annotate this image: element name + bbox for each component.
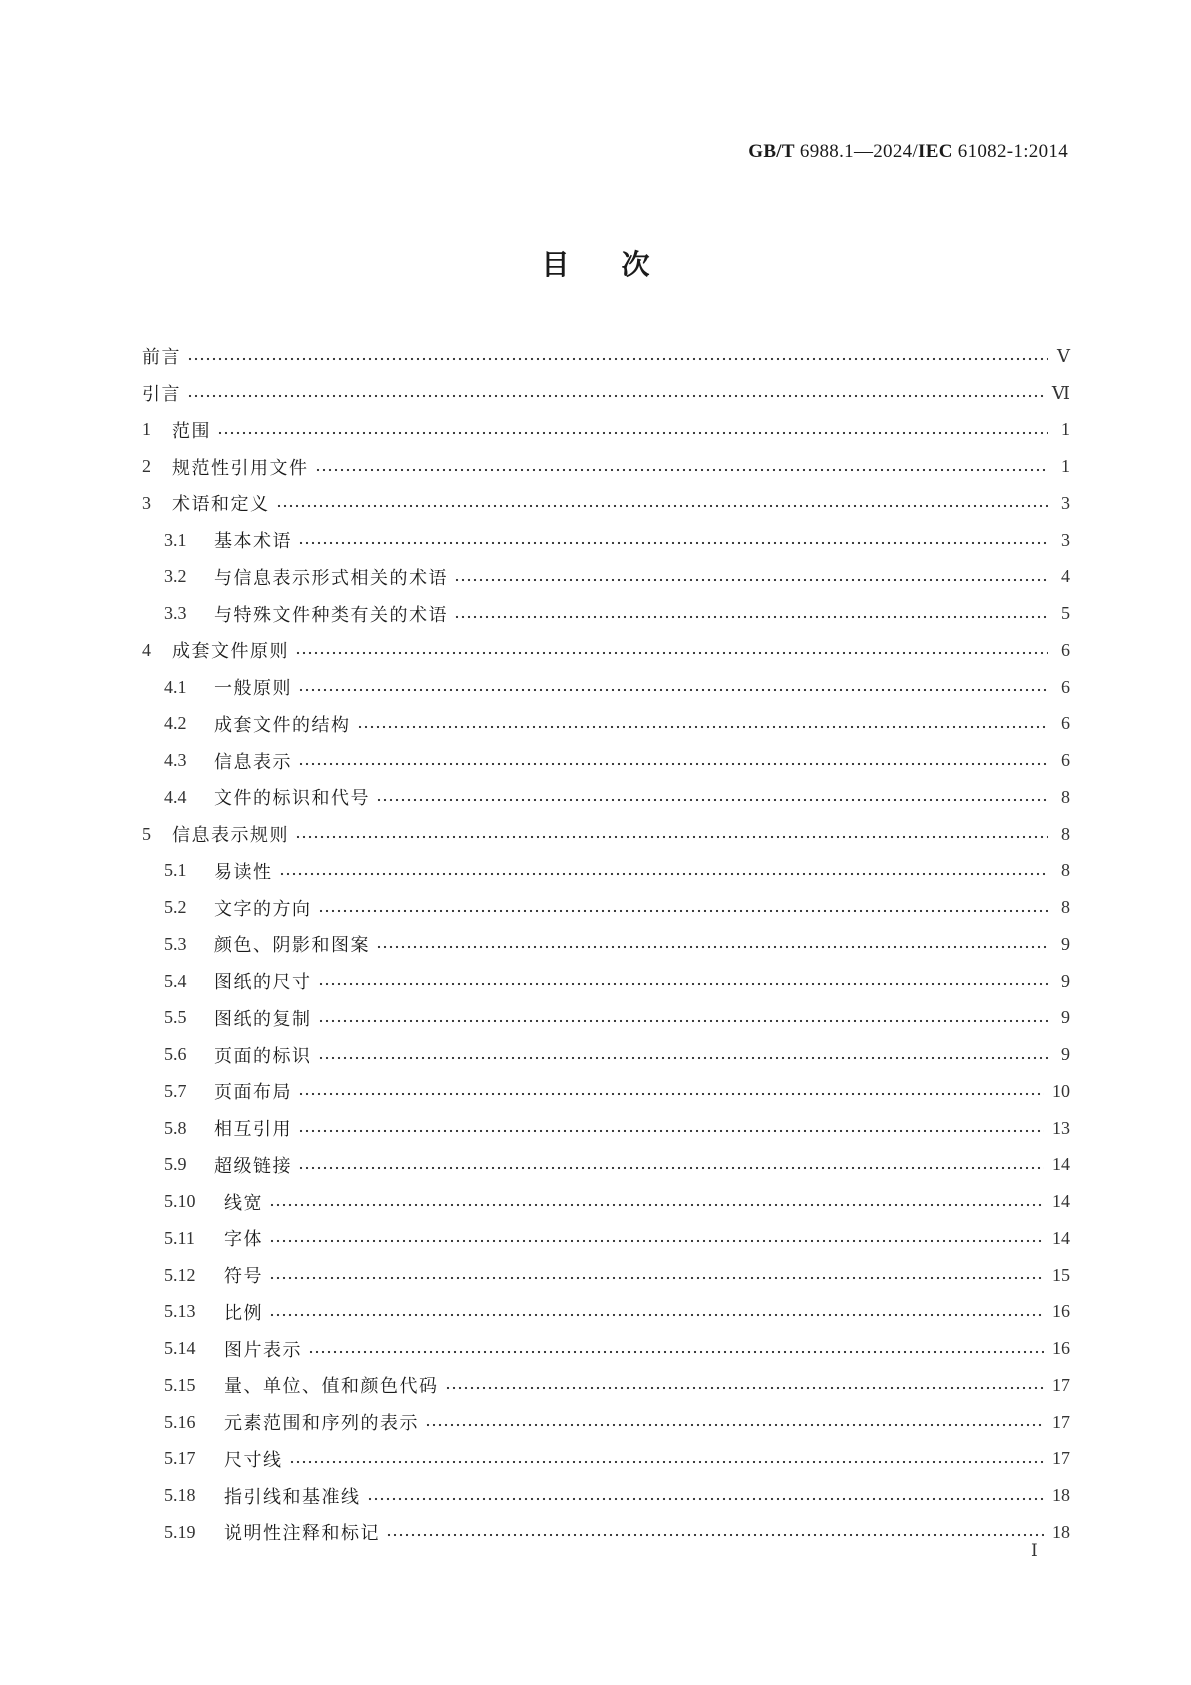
toc-entry-label: 信息表示 bbox=[214, 751, 292, 773]
toc-entry[interactable] bbox=[142, 338, 1070, 375]
iec-prefix: IEC bbox=[918, 141, 953, 162]
toc-entry-number: 3.1 bbox=[164, 529, 187, 550]
dot-leader bbox=[279, 871, 1049, 877]
toc-entry-number: 5.4 bbox=[164, 970, 187, 991]
toc-entry-label: 文字的方向 bbox=[214, 898, 312, 920]
toc-entry-label: 页面的标识 bbox=[214, 1045, 312, 1067]
toc-entry-label: 文件的标识和代号 bbox=[214, 788, 370, 810]
toc-entry-label: 与特殊文件种类有关的术语 bbox=[214, 604, 448, 626]
toc-entry-label: 一般原则 bbox=[214, 678, 292, 700]
toc-entry-number: 5.6 bbox=[164, 1044, 187, 1065]
dot-leader bbox=[318, 1055, 1049, 1061]
toc-entry-number: 5.14 bbox=[164, 1338, 196, 1359]
toc-entry[interactable] bbox=[142, 963, 1070, 1000]
dot-leader bbox=[454, 614, 1048, 620]
toc-entry-number: 4.2 bbox=[164, 713, 187, 734]
toc-entry-label: 前言 bbox=[142, 347, 181, 369]
toc-entry-page: 3 bbox=[1061, 529, 1070, 550]
toc-entry[interactable] bbox=[142, 742, 1070, 779]
toc-entry-label: 引言 bbox=[142, 384, 181, 406]
toc-entry-label: 基本术语 bbox=[214, 531, 292, 553]
toc-entry-page: 18 bbox=[1052, 1485, 1070, 1506]
toc-entry-page: 6 bbox=[1061, 713, 1070, 734]
toc-entry-label: 指引线和基准线 bbox=[224, 1486, 361, 1508]
toc-entry-label: 范围 bbox=[172, 420, 211, 442]
toc-entry[interactable] bbox=[142, 522, 1070, 559]
dot-leader bbox=[187, 393, 1044, 399]
toc-entry-number: 5.5 bbox=[164, 1007, 187, 1028]
standard-number: 6988.1—2024/ bbox=[794, 141, 919, 162]
dot-leader bbox=[187, 356, 1048, 362]
toc-entry-number: 5.16 bbox=[164, 1411, 196, 1432]
dot-leader bbox=[357, 724, 1049, 730]
toc-entry[interactable] bbox=[142, 926, 1070, 963]
toc-entry[interactable] bbox=[142, 1514, 1070, 1551]
toc-entry-label: 信息表示规则 bbox=[172, 825, 289, 847]
toc-entry[interactable] bbox=[142, 1110, 1070, 1147]
toc-entry-label: 说明性注释和标记 bbox=[224, 1523, 380, 1545]
document-code bbox=[748, 141, 1068, 163]
toc-entry-label: 线宽 bbox=[224, 1192, 263, 1214]
toc-entry-number: 3.2 bbox=[164, 566, 187, 587]
dot-leader bbox=[298, 1128, 1044, 1134]
toc-entry-page: 3 bbox=[1061, 492, 1070, 513]
toc-entry[interactable] bbox=[142, 853, 1070, 890]
toc-entry-page: 16 bbox=[1052, 1338, 1070, 1359]
dot-leader bbox=[298, 1091, 1044, 1097]
page-number: Ⅰ bbox=[1031, 1541, 1038, 1560]
toc-entry-label: 与信息表示形式相关的术语 bbox=[214, 567, 448, 589]
dot-leader bbox=[454, 577, 1048, 583]
dot-leader bbox=[298, 540, 1048, 546]
toc-entry-page: 9 bbox=[1061, 1044, 1070, 1065]
toc-entry-page: 18 bbox=[1052, 1521, 1070, 1542]
toc-entry-label: 图纸的尺寸 bbox=[214, 972, 312, 994]
toc-entry[interactable] bbox=[142, 448, 1070, 485]
toc-entry[interactable] bbox=[142, 375, 1070, 412]
dot-leader bbox=[295, 650, 1048, 656]
toc-entry-page: 14 bbox=[1052, 1191, 1070, 1212]
toc-entry-label: 图片表示 bbox=[224, 1339, 302, 1361]
toc-entry-number: 5.18 bbox=[164, 1485, 196, 1506]
dot-leader bbox=[318, 1018, 1049, 1024]
dot-leader bbox=[269, 1312, 1044, 1318]
toc-entry[interactable] bbox=[142, 632, 1070, 669]
toc-entry-number: 5.8 bbox=[164, 1117, 187, 1138]
toc-entry-page: Ⅴ bbox=[1057, 345, 1070, 366]
toc-entry-page: 15 bbox=[1052, 1264, 1070, 1285]
toc-entry[interactable] bbox=[142, 485, 1070, 522]
toc-entry-page: 4 bbox=[1061, 566, 1070, 587]
toc-entry[interactable] bbox=[142, 889, 1070, 926]
toc-entry-number: 3.3 bbox=[164, 603, 187, 624]
toc-entry[interactable] bbox=[142, 816, 1070, 853]
toc-entry-page: 14 bbox=[1052, 1154, 1070, 1175]
toc-entry-page: 17 bbox=[1052, 1448, 1070, 1469]
dot-leader bbox=[318, 981, 1049, 987]
toc-entry-page: 1 bbox=[1061, 419, 1070, 440]
toc-entry-page: 10 bbox=[1052, 1080, 1070, 1101]
toc-entry-page: Ⅵ bbox=[1051, 382, 1070, 403]
toc-entry-label: 图纸的复制 bbox=[214, 1008, 312, 1030]
toc-entry-label: 比例 bbox=[224, 1302, 263, 1324]
toc-entry-number: 4.3 bbox=[164, 750, 187, 771]
dot-leader bbox=[276, 503, 1049, 509]
toc-entry-number: 5.7 bbox=[164, 1080, 187, 1101]
toc-entry-label: 成套文件的结构 bbox=[214, 714, 351, 736]
toc-entry-number: 5.9 bbox=[164, 1154, 187, 1175]
toc-entry-page: 8 bbox=[1061, 823, 1070, 844]
toc-entry[interactable] bbox=[142, 595, 1070, 632]
toc-entry-number: 4.4 bbox=[164, 786, 187, 807]
toc-entry[interactable] bbox=[142, 1073, 1070, 1110]
toc-entry[interactable] bbox=[142, 559, 1070, 596]
toc-entry-page: 8 bbox=[1061, 860, 1070, 881]
toc-entry-label: 颜色、阴影和图案 bbox=[214, 935, 370, 957]
dot-leader bbox=[376, 944, 1048, 950]
toc-entry-label: 超级链接 bbox=[214, 1155, 292, 1177]
toc-entry-number: 5.17 bbox=[164, 1448, 196, 1469]
toc-entry[interactable] bbox=[142, 1257, 1070, 1294]
dot-leader bbox=[298, 761, 1048, 767]
toc-entry[interactable] bbox=[142, 1477, 1070, 1514]
toc-entry[interactable] bbox=[142, 1367, 1070, 1404]
toc-entry-label: 量、单位、值和颜色代码 bbox=[224, 1376, 439, 1398]
toc-entry-page: 5 bbox=[1061, 603, 1070, 624]
toc-entry-number: 1 bbox=[142, 419, 151, 440]
dot-leader bbox=[269, 1275, 1044, 1281]
dot-leader bbox=[386, 1532, 1044, 1538]
toc-entry-number: 5.1 bbox=[164, 860, 187, 881]
dot-leader bbox=[445, 1385, 1045, 1391]
toc-entry-number: 2 bbox=[142, 456, 151, 477]
page-title: 目次 bbox=[541, 248, 702, 281]
toc-entry[interactable] bbox=[142, 1036, 1070, 1073]
toc-entry-label: 符号 bbox=[224, 1266, 263, 1288]
dot-leader bbox=[367, 1496, 1045, 1502]
toc-entry-label: 相互引用 bbox=[214, 1119, 292, 1141]
toc-entry-label: 页面布局 bbox=[214, 1082, 292, 1104]
toc-entry-page: 9 bbox=[1061, 970, 1070, 991]
toc-entry-page: 8 bbox=[1061, 786, 1070, 807]
toc-entry-number: 5.12 bbox=[164, 1264, 196, 1285]
toc-entry-page: 6 bbox=[1061, 676, 1070, 697]
dot-leader bbox=[376, 797, 1048, 803]
toc-entry-number: 5.19 bbox=[164, 1521, 196, 1542]
dot-leader bbox=[315, 467, 1049, 473]
toc-entry-page: 9 bbox=[1061, 1007, 1070, 1028]
toc-entry-label: 元素范围和序列的表示 bbox=[224, 1413, 419, 1435]
toc-entry-page: 9 bbox=[1061, 933, 1070, 954]
toc-entry[interactable] bbox=[142, 1183, 1070, 1220]
toc-entry-number: 5.11 bbox=[164, 1227, 195, 1248]
dot-leader bbox=[295, 834, 1048, 840]
toc-entry-number: 5.3 bbox=[164, 933, 187, 954]
dot-leader bbox=[308, 1349, 1044, 1355]
toc-entry[interactable] bbox=[142, 1294, 1070, 1331]
toc-entry-number: 4.1 bbox=[164, 676, 187, 697]
toc-entry-number: 4 bbox=[142, 639, 151, 660]
toc-entry-number: 5.13 bbox=[164, 1301, 196, 1322]
toc-entry-label: 成套文件原则 bbox=[172, 641, 289, 663]
dot-leader bbox=[425, 1422, 1044, 1428]
toc-entry[interactable] bbox=[142, 1330, 1070, 1367]
toc-entry-page: 14 bbox=[1052, 1227, 1070, 1248]
toc-entry-page: 6 bbox=[1061, 639, 1070, 660]
toc-entry[interactable] bbox=[142, 706, 1070, 743]
toc-entry-label: 规范性引用文件 bbox=[172, 457, 309, 479]
toc-entry-number: 5 bbox=[142, 823, 151, 844]
dot-leader bbox=[289, 1459, 1045, 1465]
toc-entry[interactable] bbox=[142, 669, 1070, 706]
dot-leader bbox=[269, 1202, 1044, 1208]
toc-entry-label: 字体 bbox=[224, 1229, 263, 1251]
standard-prefix: GB/T bbox=[748, 141, 795, 162]
toc-entry-number: 3 bbox=[142, 492, 151, 513]
toc-entry-page: 13 bbox=[1052, 1117, 1070, 1138]
dot-leader bbox=[269, 1238, 1044, 1244]
toc-entry-page: 17 bbox=[1052, 1374, 1070, 1395]
toc-entry-number: 5.2 bbox=[164, 897, 187, 918]
toc-entry[interactable] bbox=[142, 1220, 1070, 1257]
toc-entry-page: 16 bbox=[1052, 1301, 1070, 1322]
toc-entry[interactable] bbox=[142, 1147, 1070, 1184]
toc-entry-label: 尺寸线 bbox=[224, 1449, 283, 1471]
toc-entry-label: 易读性 bbox=[214, 861, 273, 883]
dot-leader bbox=[298, 687, 1048, 693]
toc-entry-page: 1 bbox=[1061, 456, 1070, 477]
toc-entry-number: 5.10 bbox=[164, 1191, 196, 1212]
dot-leader bbox=[298, 1165, 1044, 1171]
toc-entry-label: 术语和定义 bbox=[172, 494, 270, 516]
toc-entry[interactable] bbox=[142, 1000, 1070, 1037]
toc-entry[interactable] bbox=[142, 779, 1070, 816]
toc-entry-page: 6 bbox=[1061, 750, 1070, 771]
iec-number: 61082-1:2014 bbox=[952, 141, 1068, 162]
dot-leader bbox=[318, 908, 1049, 914]
toc-entry[interactable] bbox=[142, 1404, 1070, 1441]
toc-entry-page: 8 bbox=[1061, 897, 1070, 918]
table-of-contents bbox=[142, 338, 1070, 1551]
toc-entry-number: 5.15 bbox=[164, 1374, 196, 1395]
dot-leader bbox=[217, 430, 1048, 436]
toc-entry[interactable] bbox=[142, 1441, 1070, 1478]
toc-entry[interactable] bbox=[142, 412, 1070, 449]
toc-entry-page: 17 bbox=[1052, 1411, 1070, 1432]
